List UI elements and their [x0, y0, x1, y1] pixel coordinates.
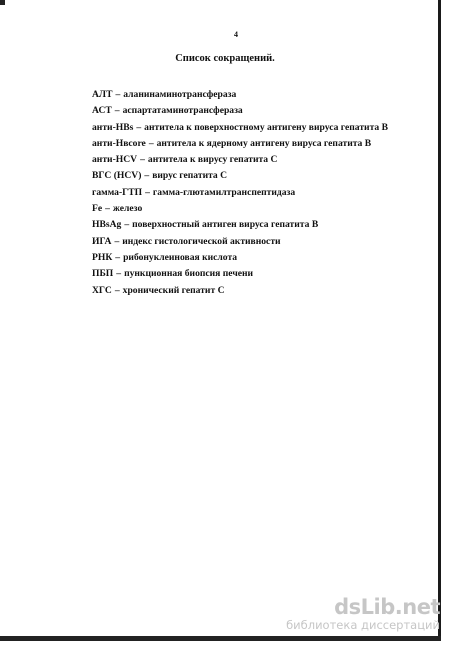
watermark	[286, 596, 440, 632]
list-item	[92, 217, 388, 233]
abbreviation-meaning: аланинаминотрансфераза	[123, 89, 237, 100]
page-title: Список сокращений.	[175, 53, 275, 64]
separator: –	[148, 137, 154, 149]
abbreviation-term: гамма-ГТП	[92, 186, 143, 198]
list-item	[92, 103, 388, 119]
abbreviation-term: ИГА	[92, 235, 112, 247]
watermark-tagline: библиотека диссертаций	[286, 618, 440, 632]
abbreviation-term: HBsAg	[92, 219, 122, 231]
abbreviation-list	[92, 87, 388, 299]
watermark-brand: dsLib.net	[334, 595, 440, 619]
abbreviation-term: анти-HCV	[92, 154, 138, 166]
list-item	[92, 168, 388, 184]
abbreviation-meaning: антитела к ядерному антигену вируса гепатита В	[156, 137, 372, 149]
scan-corner-mark	[0, 0, 5, 5]
separator: –	[114, 235, 120, 247]
list-item	[92, 234, 388, 250]
list-item	[92, 283, 388, 299]
separator: –	[145, 186, 150, 198]
list-item	[92, 250, 388, 266]
abbreviation-term: ВГС (HCV)	[92, 170, 142, 182]
abbreviation-meaning: антитела к поверхностному антигену вируса гепатита В	[144, 121, 389, 133]
page-number: 4	[234, 30, 238, 39]
abbreviation-meaning: вирус гепатита С	[152, 170, 228, 182]
abbreviation-term: анти-Hвcore	[92, 137, 146, 149]
abbreviation-meaning: индекс гистологической активности	[122, 235, 281, 247]
abbreviation-meaning: поверхностный антиген вируса гепатита В	[132, 219, 319, 231]
abbreviation-meaning: рибонуклеиновая кислота	[123, 251, 238, 263]
separator: –	[114, 284, 120, 296]
abbreviation-term: АСТ	[92, 105, 112, 117]
separator: –	[144, 170, 150, 182]
scan-edge-bottom	[0, 636, 441, 641]
separator: –	[136, 121, 142, 133]
abbreviation-term: Fe	[92, 203, 103, 215]
abbreviation-term: ХГС	[92, 284, 112, 296]
list-item	[92, 120, 388, 136]
abbreviation-meaning: антитела к вирусу гепатита С	[147, 154, 278, 166]
list-item	[92, 185, 388, 201]
list-item	[92, 152, 388, 168]
separator: –	[140, 154, 145, 166]
separator: –	[124, 219, 130, 231]
separator: –	[105, 203, 110, 215]
abbreviation-meaning: хронический гепатит С	[122, 284, 225, 296]
list-item	[92, 87, 388, 103]
abbreviation-term: ПБП	[92, 268, 114, 280]
abbreviation-term: АЛТ	[92, 89, 113, 100]
list-item	[92, 266, 388, 282]
abbreviation-meaning: гамма-глютамилтранспептидаза	[152, 186, 296, 198]
abbreviation-meaning: железо	[112, 203, 143, 215]
separator: –	[116, 268, 122, 280]
abbreviation-term: РНК	[92, 251, 113, 263]
list-item	[92, 136, 388, 152]
abbreviation-meaning: пункционная биопсия печени	[124, 268, 254, 280]
abbreviation-meaning: аспартатаминотрансфераза	[122, 105, 243, 117]
list-item	[92, 201, 388, 217]
separator: –	[115, 251, 121, 263]
abbreviation-term: анти-HBs	[92, 121, 134, 133]
separator: –	[115, 89, 121, 100]
separator: –	[114, 105, 120, 117]
scan-edge-right	[438, 0, 441, 640]
